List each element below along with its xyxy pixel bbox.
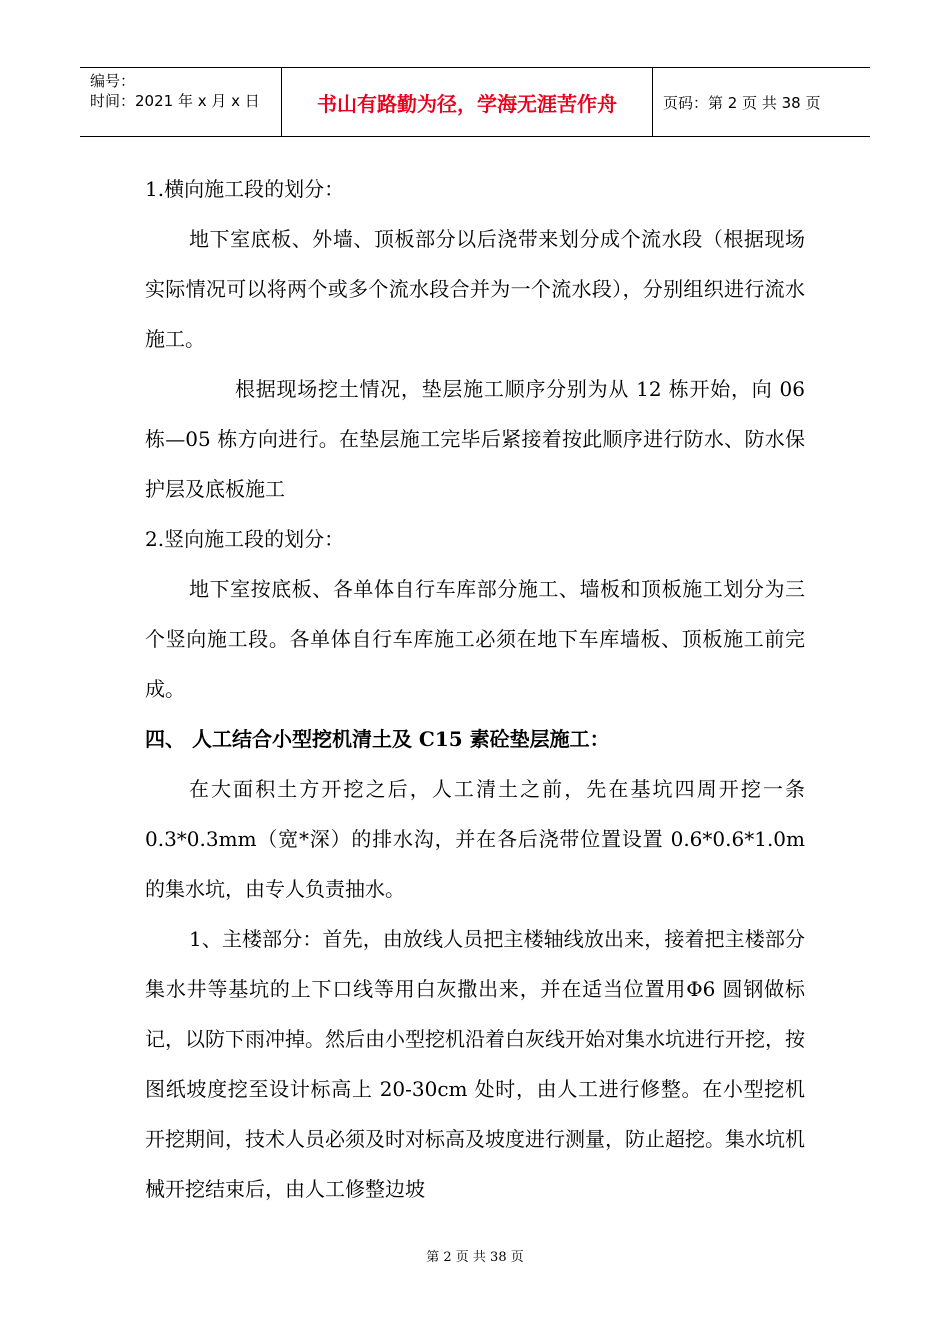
document-date: 时间：2021 年 x 月 x 日 xyxy=(90,92,260,110)
paragraph: 根据现场挖土情况，垫层施工顺序分别为从 12 栋开始，向 06 栋—05 栋方向进行。在垫层施工完毕后紧接着按此顺序进行防水、防水保护层及底板施工 xyxy=(145,377,805,501)
header-motto: 书山有路勤为径，学海无涯苦作舟 xyxy=(282,68,653,136)
paragraph: 地下室底板、外墙、顶板部分以后浇带来划分成个流水段（根据现场实际情况可以将两个或多个流水段合并为一个流水段），分别组织进行流水施工。 xyxy=(145,227,805,351)
paragraph: 地下室按底板、各单体自行车库部分施工、墙板和顶板施工划分为三个竖向施工段。各单体自行车库施工必须在地下车库墙板、顶板施工前完成。 xyxy=(145,577,805,701)
section-heading-horizontal: 1.横向施工段的划分： xyxy=(145,177,345,201)
paragraph: 1、主楼部分：首先，由放线人员把主楼轴线放出来，接着把主楼部分集水井等基坑的上下口线等用白灰撒出来，并在适当位置用Φ6 圆钢做标记，以防下雨冲掉。然后由小型挖机沿着白灰线开始对集水坑进行开挖，按图纸坡度挖至设计标高上 20-30cm 处时，由人工进行修整。在小型挖机开挖期间，技术人员必须及时对标高及坡度进行测量，防止超挖。集水坑机械开挖结束后，由人工修整边坡 xyxy=(145,927,805,1201)
page-footer: 第 2 页 共 38 页 xyxy=(426,1250,524,1265)
document-number-label: 编号： xyxy=(90,72,136,90)
header-meta xyxy=(80,68,282,136)
header-page-info: 页码：第 2 页 共 38 页 xyxy=(663,93,821,112)
document-body xyxy=(145,164,805,1214)
page-header xyxy=(80,67,870,137)
section-heading-four: 四、 人工结合小型挖机清土及 C15 素砼垫层施工： xyxy=(145,727,610,751)
section-heading-vertical: 2.竖向施工段的划分： xyxy=(145,527,345,551)
paragraph: 在大面积土方开挖之后，人工清土之前，先在基坑四周开挖一条 0.3*0.3mm（宽*深）的排水沟，并在各后浇带位置设置 0.6*0.6*1.0m 的集水坑，由专人负责抽水。 xyxy=(145,777,805,901)
